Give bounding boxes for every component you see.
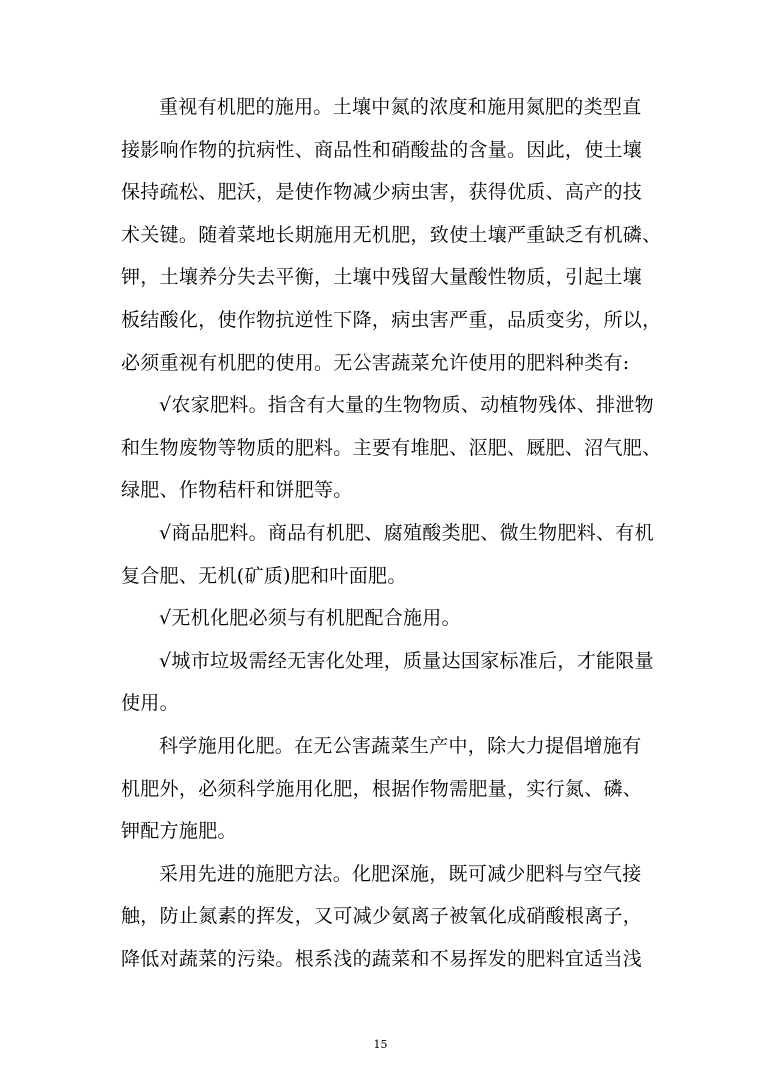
paragraph-line: 降低对蔬菜的污染。根系浅的蔬菜和不易挥发的肥料宜适当浅: [121, 947, 643, 970]
paragraph-line: 钾，土壤养分失去平衡，土壤中残留大量酸性物质，引起土壤: [121, 266, 643, 289]
paragraph-line: 重视有机肥的施用。土壤中氮的浓度和施用氮肥的类型直: [159, 96, 642, 118]
paragraph-line: 机肥外，必须科学施用化肥，根据作物需肥量，实行氮、磷、: [121, 777, 643, 800]
paragraph-line: 钾配方施肥。: [121, 820, 237, 843]
paragraph-line: 接影响作物的抗病性、商品性和硝酸盐的含量。因此，使土壤: [121, 138, 643, 161]
page-number: 15: [373, 1038, 388, 1051]
paragraph-line: 使用。: [121, 692, 179, 715]
paragraph-line: 绿肥、作物秸杆和饼肥等。: [121, 479, 353, 502]
paragraph-line: √商品肥料。商品有机肥、腐殖酸类肥、微生物肥料、有机: [159, 521, 654, 544]
paragraph-line: 板结酸化，使作物抗逆性下降，病虫害严重，品质变劣，所以，: [121, 308, 662, 331]
paragraph-line: 采用先进的施肥方法。化肥深施，既可减少肥料与空气接: [159, 862, 642, 885]
paragraph-line: 复合肥、无机(矿质)肥和叶面肥。: [121, 564, 407, 587]
paragraph-line: 术关键。随着菜地长期施用无机肥，致使土壤严重缺乏有机磷、: [121, 223, 662, 246]
paragraph-line: √农家肥料。指含有大量的生物物质、动植物残体、排泄物: [159, 394, 654, 417]
paragraph-line: √城市垃圾需经无害化处理，质量达国家标准后，才能限量: [159, 649, 654, 672]
paragraph-line: 保持疏松、肥沃，是使作物减少病虫害，获得优质、高产的技: [121, 181, 643, 204]
paragraph-line: 和生物废物等物质的肥料。主要有堆肥、沤肥、厩肥、沼气肥、: [121, 436, 662, 459]
body-text: [121, 86, 662, 980]
paragraph-line: 触，防止氮素的挥发，又可减少氨离子被氧化成硝酸根离子，: [121, 905, 643, 928]
paragraph-line: 科学施用化肥。在无公害蔬菜生产中，除大力提倡增施有: [159, 734, 642, 757]
paragraph-line: 必须重视有机肥的使用。无公害蔬菜允许使用的肥料种类有:: [121, 351, 630, 374]
paragraph-line: √无机化肥必须与有机肥配合施用。: [159, 607, 461, 630]
